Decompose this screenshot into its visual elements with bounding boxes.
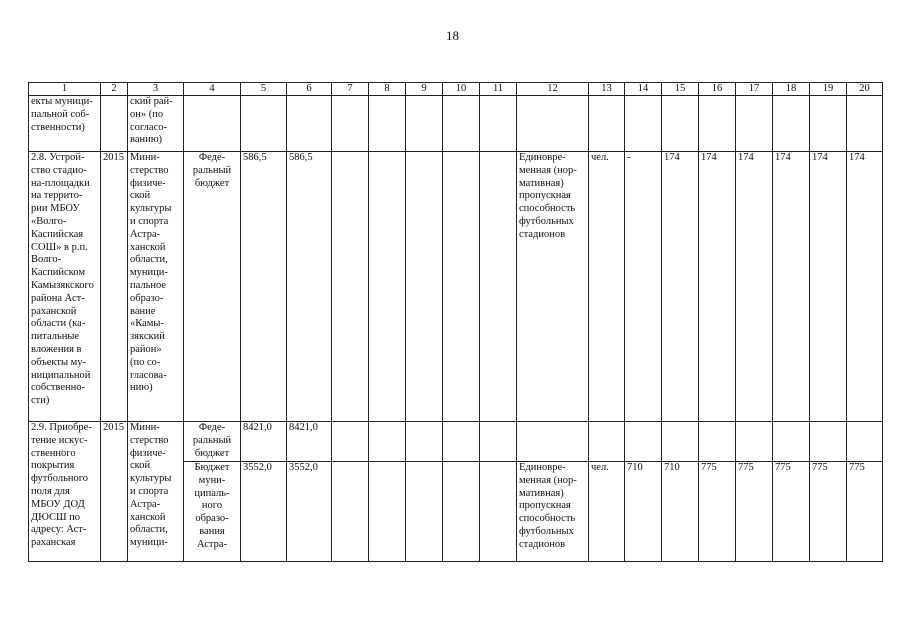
header-cell: 3 — [128, 83, 184, 96]
value-cell: 710 — [662, 462, 699, 562]
table-cell — [847, 422, 883, 462]
unit-cell: чел. — [589, 152, 625, 422]
value-cell: - — [625, 152, 662, 422]
table-cell — [184, 96, 241, 152]
header-cell: 20 — [847, 83, 883, 96]
table-row — [29, 422, 883, 462]
executor-cell: ский рай- он» (по согласо- ванию) — [128, 96, 184, 152]
table-cell — [101, 96, 128, 152]
table-cell — [810, 96, 847, 152]
table-cell — [589, 422, 625, 462]
value-cell: 174 — [699, 152, 736, 422]
indicator-cell: Единовре- менная (нор- мативная) пропускная способность футбольных стадионов — [517, 462, 589, 562]
funding-source-cell: Феде- ральный бюджет — [184, 422, 241, 462]
year-cell: 2015 — [101, 152, 128, 422]
funding-source-cell: Бюджет муни- ципаль- ного образо- вания Астра- — [184, 462, 241, 562]
header-cell: 1 — [29, 83, 101, 96]
table-cell — [406, 96, 443, 152]
table-cell — [662, 422, 699, 462]
table-cell — [517, 422, 589, 462]
header-cell: 10 — [443, 83, 480, 96]
table-cell — [699, 422, 736, 462]
table-cell — [369, 462, 406, 562]
table-cell — [369, 96, 406, 152]
table-cell — [406, 152, 443, 422]
measure-name-cell: 2.8. Устрой- ство стадио- на-площадки на террито- рии МБОУ «Волго- Каспийская СОШ» в р.п. Волго- Каспийском Камызякского района Аст- раханской области (ка- питальные вложения в объекты му- ниципальной собственно- сти) — [29, 152, 101, 422]
amount-cell: 3552,0 — [241, 462, 287, 562]
header-cell: 19 — [810, 83, 847, 96]
table-cell — [810, 422, 847, 462]
table-cell — [773, 96, 810, 152]
value-cell: 775 — [847, 462, 883, 562]
executor-cell: Мини- стерство физиче- ской культуры и спорта Астра- ханской области, муници- — [128, 422, 184, 562]
measure-name-cell: 2.9. Приобре- тение искус- ственного покрытия футбольного поля для МБОУ ДОД ДЮСШ по адресу: Аст- раханская — [29, 422, 101, 562]
header-cell: 14 — [625, 83, 662, 96]
table-cell — [480, 152, 517, 422]
data-table — [28, 82, 883, 562]
header-cell: 6 — [287, 83, 332, 96]
table-cell — [699, 96, 736, 152]
header-cell: 18 — [773, 83, 810, 96]
table-cell — [332, 422, 369, 462]
table-cell — [332, 96, 369, 152]
funding-source-cell: Феде- ральный бюджет — [184, 152, 241, 422]
table-cell — [332, 152, 369, 422]
table-cell — [662, 96, 699, 152]
executor-cell: Мини- стерство физиче- ской культуры и спорта Астра- ханской области, муници- пальное образо- вание «Камы- зякский район» (по со- гласова- нию) — [128, 152, 184, 422]
year-cell: 2015 — [101, 422, 128, 562]
table-cell — [480, 96, 517, 152]
measure-name-cell: екты муници- пальной соб- ственности) — [29, 96, 101, 152]
header-cell: 11 — [480, 83, 517, 96]
indicator-cell: Единовре- менная (нор- мативная) пропускная способность футбольных стадионов — [517, 152, 589, 422]
table-cell — [773, 422, 810, 462]
header-cell: 16 — [699, 83, 736, 96]
value-cell: 174 — [847, 152, 883, 422]
header-cell: 5 — [241, 83, 287, 96]
table-cell — [287, 96, 332, 152]
header-cell: 12 — [517, 83, 589, 96]
table-cell — [517, 96, 589, 152]
value-cell: 775 — [773, 462, 810, 562]
value-cell: 775 — [810, 462, 847, 562]
table-cell — [736, 422, 773, 462]
table-cell — [406, 462, 443, 562]
amount-cell: 586,5 — [287, 152, 332, 422]
value-cell: 174 — [773, 152, 810, 422]
table-cell — [625, 422, 662, 462]
table-cell — [625, 96, 662, 152]
table-cell — [406, 422, 443, 462]
header-cell: 13 — [589, 83, 625, 96]
table-row — [29, 152, 883, 422]
header-row — [29, 83, 883, 96]
table-cell — [443, 152, 480, 422]
value-cell: 775 — [699, 462, 736, 562]
table-cell — [736, 96, 773, 152]
header-cell: 2 — [101, 83, 128, 96]
table-cell — [443, 96, 480, 152]
amount-cell: 586,5 — [241, 152, 287, 422]
value-cell: 174 — [736, 152, 773, 422]
table-cell — [589, 96, 625, 152]
table-cell — [369, 422, 406, 462]
amount-cell: 8421,0 — [241, 422, 287, 462]
table-cell — [847, 96, 883, 152]
header-cell: 17 — [736, 83, 773, 96]
unit-cell: чел. — [589, 462, 625, 562]
page-number: 18 — [446, 28, 459, 43]
table-cell — [480, 422, 517, 462]
header-cell: 8 — [369, 83, 406, 96]
value-cell: 775 — [736, 462, 773, 562]
value-cell: 710 — [625, 462, 662, 562]
value-cell: 174 — [810, 152, 847, 422]
header-cell: 4 — [184, 83, 241, 96]
table-cell — [241, 96, 287, 152]
table-cell — [332, 462, 369, 562]
table-cell — [480, 462, 517, 562]
table-cell — [443, 422, 480, 462]
amount-cell: 3552,0 — [287, 462, 332, 562]
header-cell: 7 — [332, 83, 369, 96]
amount-cell: 8421,0 — [287, 422, 332, 462]
header-cell: 9 — [406, 83, 443, 96]
table-cell — [443, 462, 480, 562]
value-cell: 174 — [662, 152, 699, 422]
table-cell — [369, 152, 406, 422]
table-row — [29, 96, 883, 152]
header-cell: 15 — [662, 83, 699, 96]
